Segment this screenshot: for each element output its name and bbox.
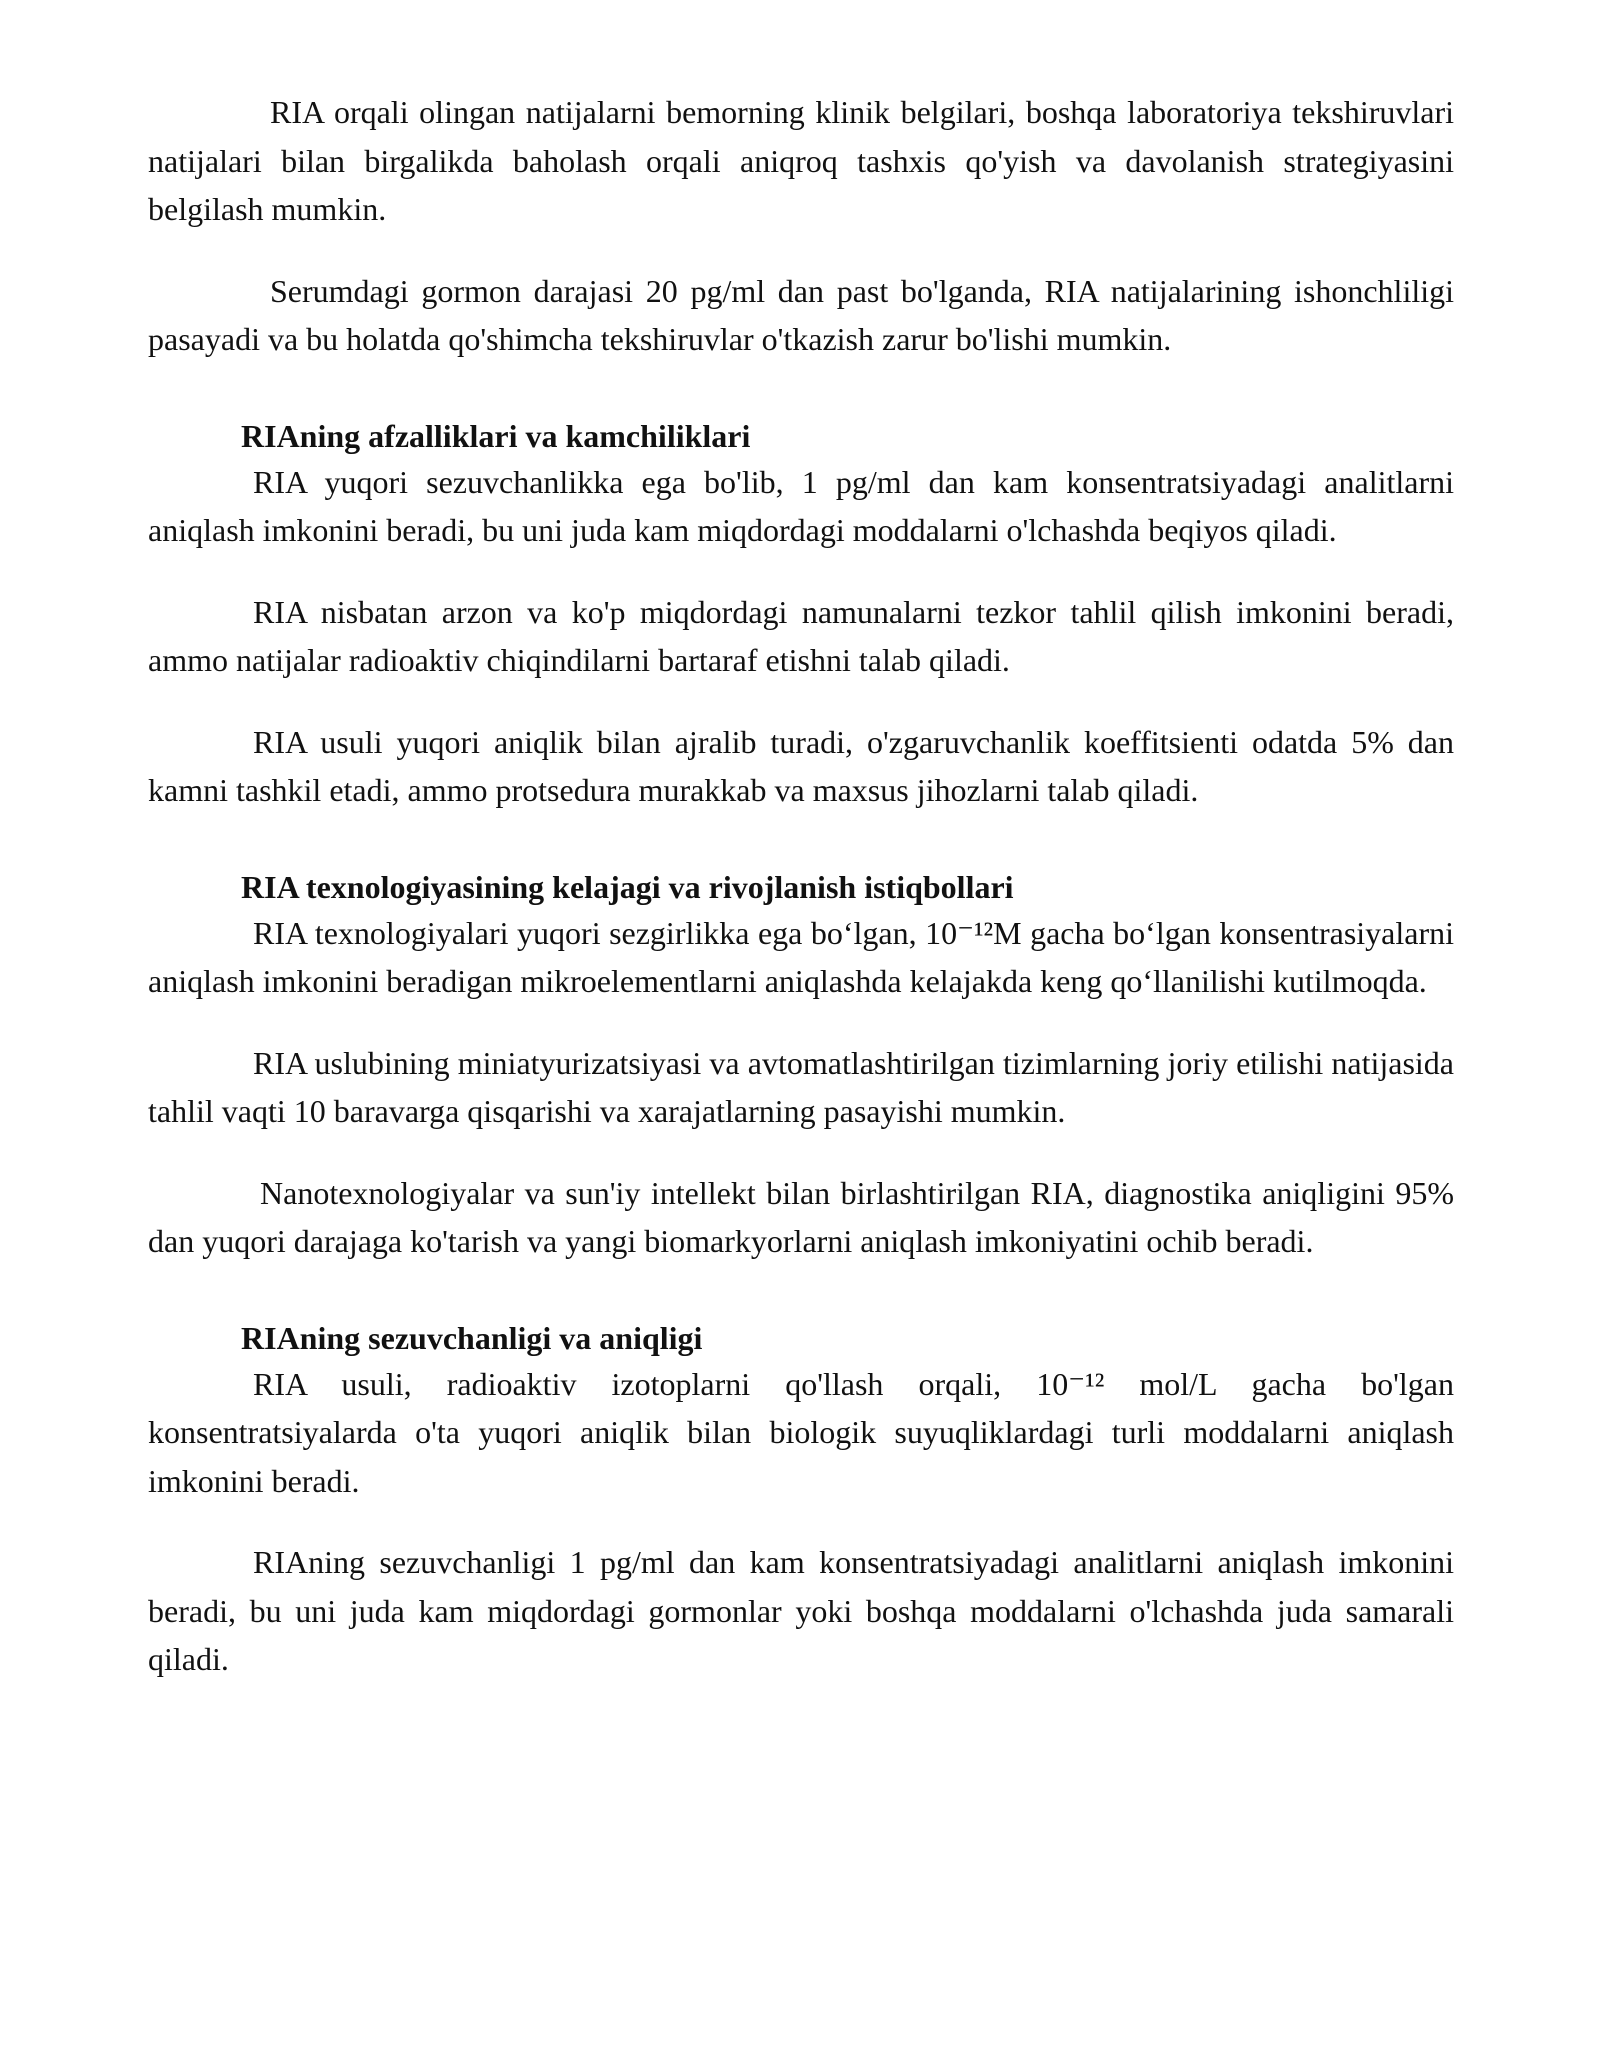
- heading-future-prospects: RIA texnologiyasining kelajagi va rivojlanish istiqbollari: [241, 868, 1014, 905]
- heading-advantages-disadvantages: RIAning afzalliklari va kamchiliklari: [241, 417, 751, 454]
- document-page: [148, 88, 1454, 1684]
- paragraph-ria-sensitivity: RIA yuqori sezuvchanlikka ega bo'lib, 1 pg/ml dan kam konsentratsiyadagi analitlarni aniqlash imkonini beradi, bu uni juda kam miqdordagi moddalarni o'lchashda beqiyos qiladi.: [148, 463, 1454, 548]
- paragraph-ria-cost: RIA nisbatan arzon va ko'p miqdordagi namunalarni tezkor tahlil qilish imkonini beradi, ammo natijalar radioaktiv chiqindilarni bartaraf etishni talab qiladi.: [148, 593, 1454, 678]
- paragraph-ria-clinical-evaluation: RIA orqali olingan natijalarni bemorning klinik belgilari, boshqa laboratoriya tekshiruvlari natijalari bilan birgalikda baholash orqali aniqroq tashxis qo'yish va davolanish strategiyasini belgilash mumkin.: [148, 94, 1454, 227]
- paragraph-ria-miniaturization: RIA uslubining miniatyurizatsiyasi va avtomatlashtirilgan tizimlarning joriy etilishi natijasida tahlil vaqti 10 baravarga qisqarishi va xarajatlarning pasayishi mumkin.: [148, 1044, 1454, 1129]
- paragraph-nanotechnology: Nanotexnologiyalar va sun'iy intellekt bilan birlashtirilgan RIA, diagnostika aniqligini 95% dan yuqori darajaga ko'tarish va yangi biomarkyorlarni aniqlash imkoniyatini ochib beradi.: [148, 1174, 1454, 1259]
- paragraph-serum-hormone-level: Serumdagi gormon darajasi 20 pg/ml dan past bo'lganda, RIA natijalarining ishonchliligi pasayadi va bu holatda qo'shimcha tekshiruvlar o'tkazish zarur bo'lishi mumkin.: [148, 272, 1454, 357]
- paragraph-ria-method: RIA usuli, radioaktiv izotoplarni qo'llash orqali, 10⁻¹² mol/L gacha bo'lgan konsentratsiyalarda o'ta yuqori aniqlik bilan biologik suyuqliklardagi turli moddalarni aniqlash imkonini beradi.: [148, 1365, 1454, 1499]
- heading-sensitivity-accuracy: RIAning sezuvchanligi va aniqligi: [241, 1319, 703, 1356]
- paragraph-ria-technologies: RIA texnologiyalari yuqori sezgirlikka ega bo‘lgan, 10⁻¹²M gacha bo‘lgan konsentrasiyalarni aniqlash imkonini beradigan mikroelementlarni aniqlashda kelajakda keng qo‘llanilishi kutilmoqda.: [148, 914, 1454, 999]
- paragraph-ria-sensitivity-detail: RIAning sezuvchanligi 1 pg/ml dan kam konsentratsiyadagi analitlarni aniqlash imkonini beradi, bu uni juda kam miqdordagi gormonlar yoki boshqa moddalarni o'lchashda juda samarali qiladi.: [148, 1544, 1454, 1677]
- paragraph-ria-precision: RIA usuli yuqori aniqlik bilan ajralib turadi, o'zgaruvchanlik koeffitsienti odatda 5% dan kamni tashkil etadi, ammo protsedura murakkab va maxsus jihozlarni talab qiladi.: [148, 723, 1454, 808]
